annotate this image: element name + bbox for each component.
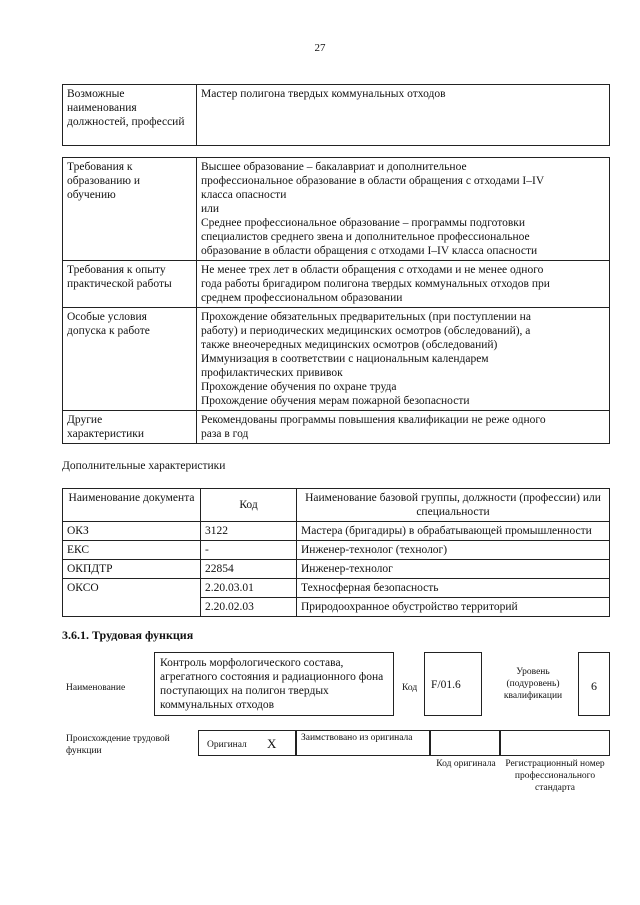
requirement-value-line: профилактических прививок bbox=[201, 367, 343, 379]
reg-number-label: Регистрационный номер профессионального стандарта bbox=[505, 759, 605, 793]
requirement-value-line: Высшее образование – бакалавриат и дополнительное bbox=[201, 161, 467, 173]
original-cell bbox=[198, 730, 296, 756]
requirement-label bbox=[63, 261, 197, 308]
requirement-label-line: Требования к опыту bbox=[67, 264, 166, 276]
table-row bbox=[63, 560, 610, 579]
table-header-row bbox=[63, 489, 610, 522]
header-code: Код bbox=[201, 489, 297, 522]
requirement-value-line: среднем профессиональном образовании bbox=[201, 292, 403, 304]
requirement-value-line: профессиональное образование в области обращения с отходами I–IV bbox=[201, 175, 545, 187]
original-mark: X bbox=[267, 736, 277, 751]
requirement-value-line: или bbox=[201, 203, 220, 215]
origin-label: Происхождение трудовой функции bbox=[66, 734, 170, 756]
header-group: Наименование базовой группы, должности (профессии) или специальности bbox=[297, 489, 610, 522]
requirement-value-line: Прохождение обучения по охране труда bbox=[201, 381, 397, 393]
requirement-value-line: специалистов среднего звена и дополнительное профессиональное bbox=[201, 231, 530, 243]
requirement-label-line: Требования к bbox=[67, 161, 133, 173]
table-row bbox=[63, 158, 610, 261]
borrowed-cell bbox=[296, 730, 430, 756]
code-box bbox=[424, 652, 482, 716]
requirement-label bbox=[63, 308, 197, 411]
requirement-value-line: раза в год bbox=[201, 428, 249, 440]
requirement-label-line: обучению bbox=[67, 189, 116, 201]
code-original-cell bbox=[430, 730, 500, 756]
name-label: Наименование bbox=[66, 683, 126, 693]
code-cell: 2.20.02.03 bbox=[201, 598, 297, 617]
borrowed-label: Заимствовано из оригинала bbox=[301, 733, 413, 743]
requirement-value-line: работу) и периодических медицинских осмотров (обследований), а bbox=[201, 325, 531, 337]
table-row bbox=[63, 85, 610, 146]
additional-table bbox=[62, 488, 610, 617]
requirement-value bbox=[197, 261, 610, 308]
requirement-value-line: класса опасности bbox=[201, 189, 287, 201]
group-cell: Мастера (бригадиры) в обрабатывающей промышленности bbox=[297, 522, 610, 541]
code-cell: - bbox=[201, 541, 297, 560]
requirement-value bbox=[197, 158, 610, 261]
requirement-label-line: образованию и bbox=[67, 175, 140, 187]
code-label: Код bbox=[402, 683, 418, 693]
function-name-box bbox=[154, 652, 394, 716]
doc-cell: ОКПДТР bbox=[63, 560, 201, 579]
requirement-label-line: допуска к работе bbox=[67, 325, 150, 337]
requirement-value bbox=[197, 308, 610, 411]
requirement-value-line: Иммунизация в соответствии с национальным календарем bbox=[201, 353, 489, 365]
group-cell: Инженер-технолог bbox=[297, 560, 610, 579]
code-cell: 22854 bbox=[201, 560, 297, 579]
code-cell: 2.20.03.01 bbox=[201, 579, 297, 598]
doc-cell: ОКСО bbox=[63, 579, 201, 598]
positions-table bbox=[62, 84, 610, 146]
header-document: Наименование документа bbox=[63, 489, 201, 522]
requirements-table bbox=[62, 157, 610, 444]
table-row bbox=[63, 522, 610, 541]
group-cell: Природоохранное обустройство территорий bbox=[297, 598, 610, 617]
requirement-label bbox=[63, 411, 197, 444]
group-cell: Инженер-технолог (технолог) bbox=[297, 541, 610, 560]
requirement-value-line: Не менее трех лет в области обращения с отходами и не менее одного bbox=[201, 264, 544, 276]
requirement-value-line: Рекомендованы программы повышения квалификации не реже одного bbox=[201, 414, 546, 426]
requirement-label-line: практической работы bbox=[67, 278, 172, 290]
requirement-label-line: Особые условия bbox=[67, 311, 147, 323]
code-original-label: Код оригинала bbox=[436, 759, 496, 769]
positions-label: Возможные наименования должностей, профессий bbox=[63, 85, 197, 146]
requirement-label bbox=[63, 158, 197, 261]
positions-value: Мастер полигона твердых коммунальных отходов bbox=[197, 85, 610, 146]
section-title: 3.6.1. Трудовая функция bbox=[62, 628, 194, 642]
level-box bbox=[578, 652, 610, 716]
table-row bbox=[63, 579, 610, 598]
doc-cell: ОКЗ bbox=[63, 522, 201, 541]
table-row bbox=[63, 598, 610, 617]
table-row bbox=[63, 411, 610, 444]
original-label: Оригинал bbox=[207, 740, 247, 750]
additional-characteristics-title: Дополнительные характеристики bbox=[62, 460, 226, 472]
requirement-value-line: Среднее профессиональное образование – программы подготовки bbox=[201, 217, 526, 229]
requirement-value-line: образование в области обращения с отходами I–IV класса опасности bbox=[201, 245, 538, 257]
group-cell: Техносферная безопасность bbox=[297, 579, 610, 598]
doc-cell bbox=[63, 598, 201, 617]
reg-number-cell bbox=[500, 730, 610, 756]
level-value: 6 bbox=[591, 679, 597, 693]
function-name-value: Контроль морфологического состава, агрегатного состояния и радиационного фона поступающих на полигон твердых коммунальных отходов bbox=[160, 657, 384, 711]
requirement-label-line: Другие bbox=[67, 414, 103, 426]
requirement-value-line: также внеочередных медицинских осмотров (обследований) bbox=[201, 339, 498, 351]
requirement-value-line: года работы бригадиром полигона твердых коммунальных отходов при bbox=[201, 278, 550, 290]
code-value: F/01.6 bbox=[431, 679, 461, 691]
requirement-label-line: характеристики bbox=[67, 428, 145, 440]
code-cell: 3122 bbox=[201, 522, 297, 541]
table-row bbox=[63, 261, 610, 308]
requirement-value-line: Прохождение обучения мерам пожарной безопасности bbox=[201, 395, 470, 407]
doc-cell: ЕКС bbox=[63, 541, 201, 560]
table-row bbox=[63, 308, 610, 411]
level-label: Уровень (подуровень) квалификации bbox=[503, 667, 563, 701]
table-row bbox=[63, 541, 610, 560]
requirement-value-line: Прохождение обязательных предварительных (при поступлении на bbox=[201, 311, 531, 323]
requirement-value bbox=[197, 411, 610, 444]
page-number: 27 bbox=[314, 42, 326, 54]
